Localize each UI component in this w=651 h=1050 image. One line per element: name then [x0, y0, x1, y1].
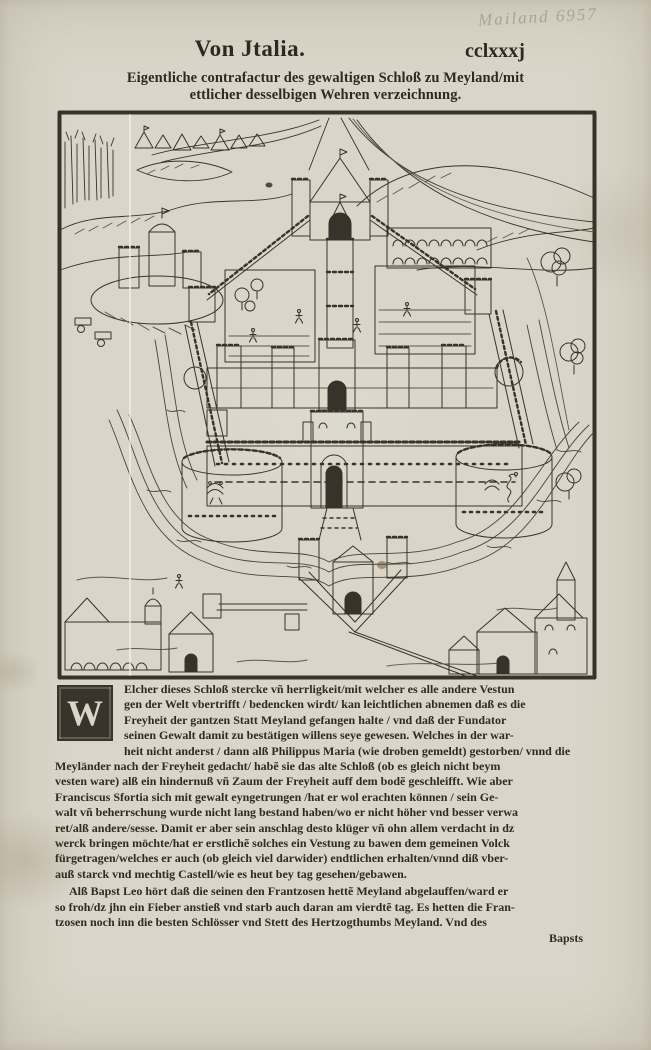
moat-water	[109, 320, 594, 586]
small-moated-castle	[75, 208, 223, 347]
catchword: Bapsts	[548, 930, 583, 945]
folio-number: cclxxxj	[465, 40, 525, 62]
body-line: so froh/dz jhn ein Fieber anstieß vnd starb auch daran am vierdtẽ tag. Es hetten die Fran-	[55, 899, 515, 914]
body-line: Alß Bapst Leo hört daß die seinen den Frantzosen hettẽ Meyland abgelauffen/ward er	[69, 884, 509, 899]
foreground-houses-right	[449, 562, 587, 674]
body-line: werck bringen möchte/hat er erstlichẽ solches ein Vestung zu bawen dem gemeinen Volck	[55, 836, 510, 851]
woodcut-caption	[53, 70, 598, 103]
running-title: Von Jtalia.	[194, 36, 306, 61]
body-line: seinen Gewalt damit zu bestätigen willens seye gewesen. Welches in der war-	[124, 728, 514, 743]
body-line: fürgetragen/welches er auch (ob gleich viel darwider) endtlichen erhalten/vnnd diß vber-	[55, 851, 509, 866]
eagle-emblem	[207, 482, 223, 504]
body-line: Elcher dieses Schloß stercke vñ herrligkeit/mit welcher es alle andere Vestun	[124, 682, 515, 696]
pencil-annotation: Mailand 6957	[477, 4, 599, 30]
serpent-emblem	[485, 473, 518, 503]
body-line: auß starck vnd mechtig Castell/wie es heut bey tag gesehen/gebawen.	[55, 866, 407, 881]
body-line: heit nicht anderst / dann alß Philippus Maria (wie droben gemeldt) gestorben/ vnnd die	[124, 743, 571, 758]
caption-line-1: Eigentliche contrafactur des gewaltigen Schloß zu Meyland/mit	[126, 70, 525, 86]
body-line: gen der Welt vbertrifft / bedencken wirdt/ kan leichtlichen abnemen daß es die	[124, 697, 526, 712]
body-line: tzosen noch inn die besten Schlösser vnd Stett des Hertzogthumbs Meyland. Vnd des	[55, 915, 487, 930]
foreground-houses-left	[65, 588, 213, 672]
body-line: Freyheit der gantzen Statt Meyland gefangen halte / vnd daß der Fundator	[124, 712, 507, 727]
body-line: walt vñ beherrschung wurde nicht lang bestand haben/wo er nicht höher vnd besser verwa	[55, 805, 519, 820]
reed-trees	[65, 130, 114, 208]
ravelin-barbican	[203, 537, 477, 678]
front-gate-tower	[303, 411, 371, 540]
roads	[152, 118, 594, 430]
inner-courtyards	[225, 228, 491, 362]
body-line: Meyländer nach der Freyheit gedacht/ habẽ sie das alte Schloß (ob es gleich nicht beym	[55, 759, 501, 774]
ink-blot	[266, 183, 272, 187]
body-line: vesten ware) alß ein hindernuß vñ Zaum der Freyheit auff dem bodẽ geschleifft. Wie aber	[55, 774, 513, 789]
brown-stain	[377, 561, 387, 569]
middle-wall-towers	[207, 339, 497, 410]
bushes	[541, 248, 585, 499]
woodcut-illustration	[57, 110, 597, 680]
decorated-initial	[55, 683, 115, 743]
body-text	[55, 682, 601, 946]
body-line: Franciscus Sfortia sich mit gewalt eyngetrungen /hat er wol erachten können / sein Ge-	[55, 789, 499, 804]
right-outer-wall	[489, 310, 533, 448]
initial-letter: W	[67, 693, 103, 733]
body-line: ret/alß andere/sesse. Damit er aber sein anschlag desto klüger vñ ohn allem verdacht in dz	[55, 820, 515, 835]
right-bastion-serpent	[456, 444, 552, 538]
castle-woodcut-svg	[57, 110, 597, 680]
caption-line-2: ettlicher desselbigen Wehren verzeichnung.	[189, 86, 462, 103]
